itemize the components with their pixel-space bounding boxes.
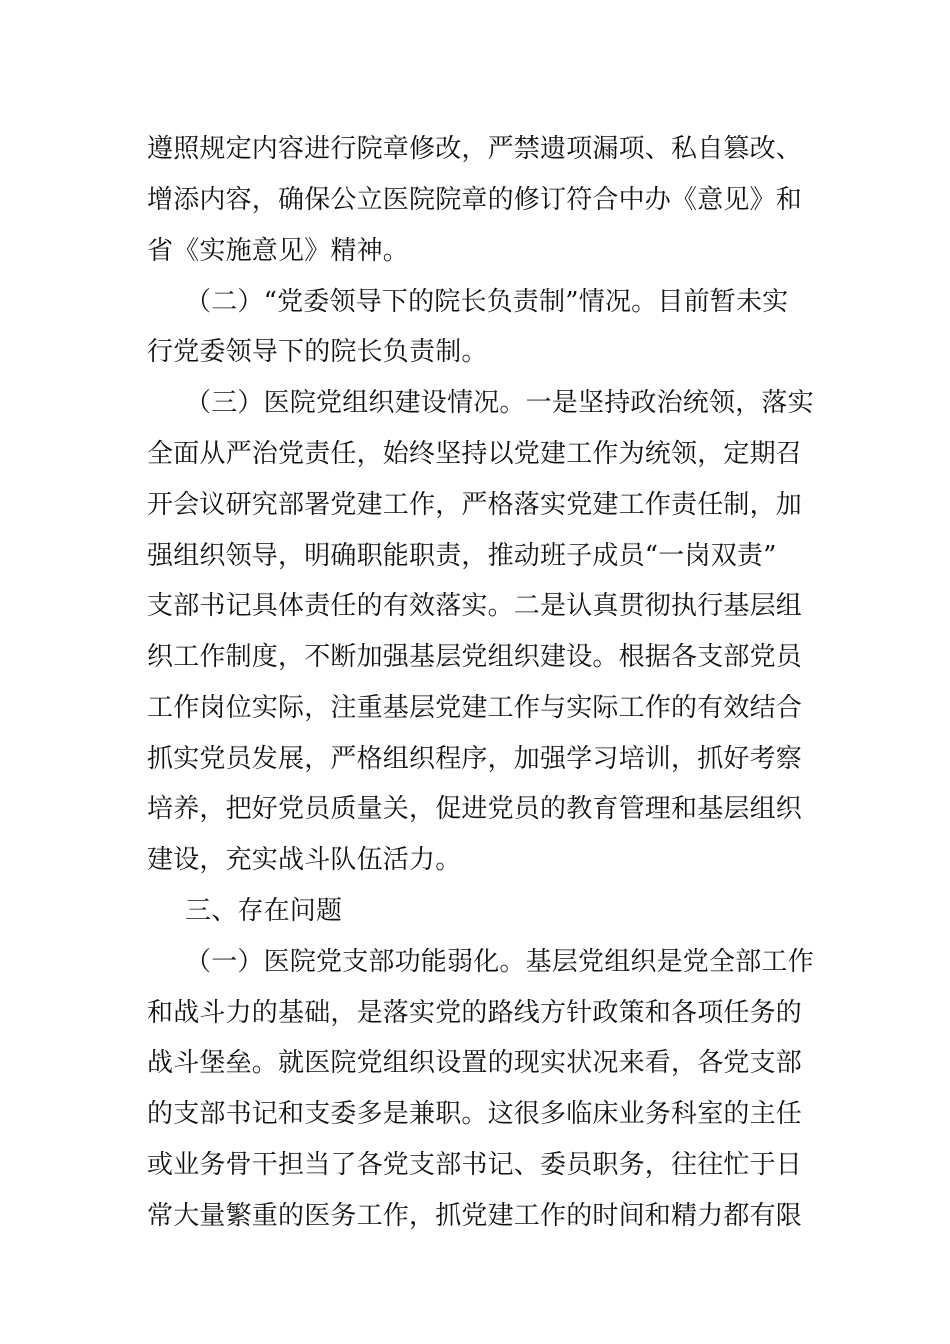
text-line: 织工作制度，不断加强基层党组织建设。根据各支部党员	[147, 642, 803, 672]
text-line: 建设，充实战斗队伍活力。	[147, 845, 462, 875]
section-heading: 三、存在问题	[185, 896, 343, 926]
text-line: 强组织领导，明确职能职责，推动班子成员“一岗双责”	[147, 541, 777, 571]
text-line: 培养，把好党员质量关，促进党员的教育管理和基层组织	[147, 794, 803, 824]
text-line: 行党委领导下的院长负责制。	[147, 337, 488, 367]
text-line: 常大量繁重的医务工作，抓党建工作的时间和精力都有限	[147, 1201, 803, 1231]
paragraph-heading: （三）医院党组织建设情况。一是坚持政治统领，落实	[185, 388, 814, 418]
text-line: 和战斗力的基础，是落实党的路线方针政策和各项任务的	[147, 998, 803, 1028]
text-line: 支部书记具体责任的有效落实。二是认真贯彻执行基层组	[147, 591, 803, 621]
text-line: 战斗堡垒。就医院党组织设置的现实状况来看，各党支部	[147, 1048, 803, 1078]
paragraph-heading: （二）“党委领导下的院长负责制”情况。目前暂未实	[185, 287, 789, 317]
text-line: 或业务骨干担当了各党支部书记、委员职务，往往忙于日	[147, 1150, 803, 1180]
text-line: 全面从严治党责任，始终坚持以党建工作为统领，定期召	[147, 439, 803, 469]
text-line: 遵照规定内容进行院章修改，严禁遗项漏项、私自篡改、	[147, 134, 803, 164]
text-line: 省《实施意见》精神。	[147, 236, 410, 266]
paragraph-heading: （一）医院党支部功能弱化。基层党组织是党全部工作	[185, 947, 814, 977]
text-line: 的支部书记和支委多是兼职。这很多临床业务科室的主任	[147, 1099, 803, 1129]
text-line: 开会议研究部署党建工作，严格落实党建工作责任制，加	[147, 490, 803, 520]
text-line: 增添内容，确保公立医院院章的修订符合中办《意见》和	[147, 185, 803, 215]
text-line: 抓实党员发展，严格组织程序，加强学习培训，抓好考察	[147, 744, 803, 774]
text-line: 工作岗位实际，注重基层党建工作与实际工作的有效结合	[147, 693, 803, 723]
